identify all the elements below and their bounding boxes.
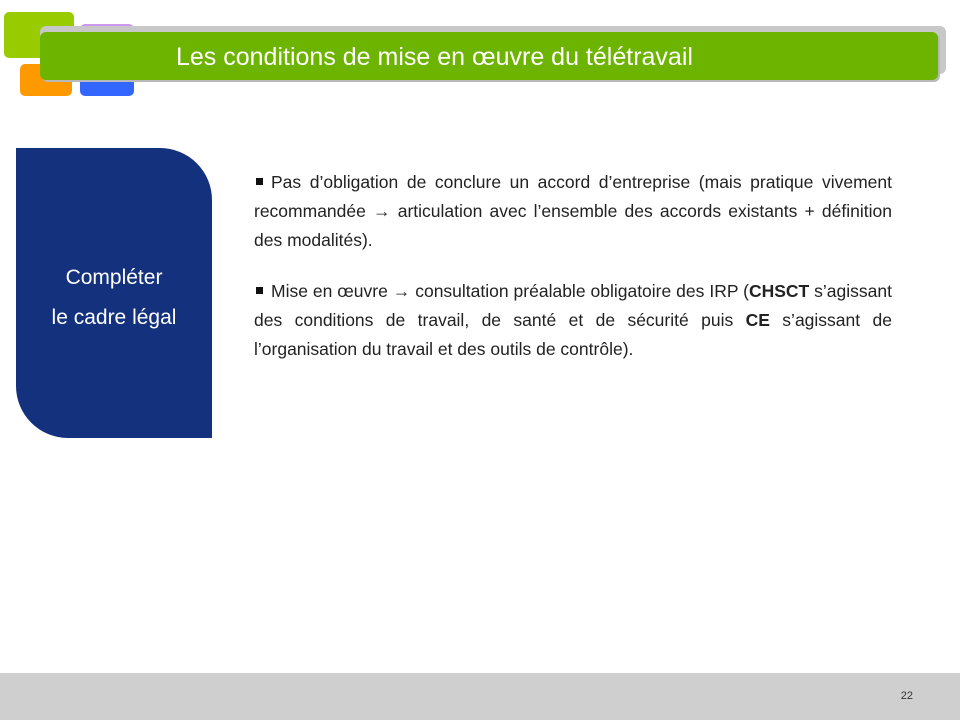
bullet-bold-ce: CE — [745, 310, 770, 330]
bullet-text-1: Pas d’obligation de conclure un accord d’entreprise (mais pratique vivement recommandée → articulation avec l’ensemble des accords existants + définition des modalités). — [254, 172, 892, 250]
bullet-bold-chsct: CHSCT — [748, 281, 810, 301]
side-panel-label — [16, 258, 212, 338]
bullet-item-2 — [254, 277, 892, 364]
bullet-text-2c: s’agissant de l’organisation du travail et des outils de contrôle). — [254, 310, 892, 359]
side-panel-line-2: le cadre légal — [51, 306, 177, 329]
bullet-square-icon — [256, 287, 263, 294]
bullet-text-2b: s’agissant des conditions de travail, de santé et de sécurité puis — [254, 281, 892, 330]
bullet-square-icon — [256, 178, 263, 185]
page-number: 22 — [900, 690, 913, 702]
footer-bar — [0, 673, 960, 720]
slide-title: Les conditions de mise en œuvre du télétravail — [176, 43, 693, 71]
side-panel-line-1: Compléter — [65, 266, 163, 289]
bullet-item-1 — [254, 168, 892, 255]
bullet-list — [254, 168, 892, 386]
bullet-text-2a: Mise en œuvre → consultation préalable obligatoire des IRP ( — [271, 281, 749, 301]
